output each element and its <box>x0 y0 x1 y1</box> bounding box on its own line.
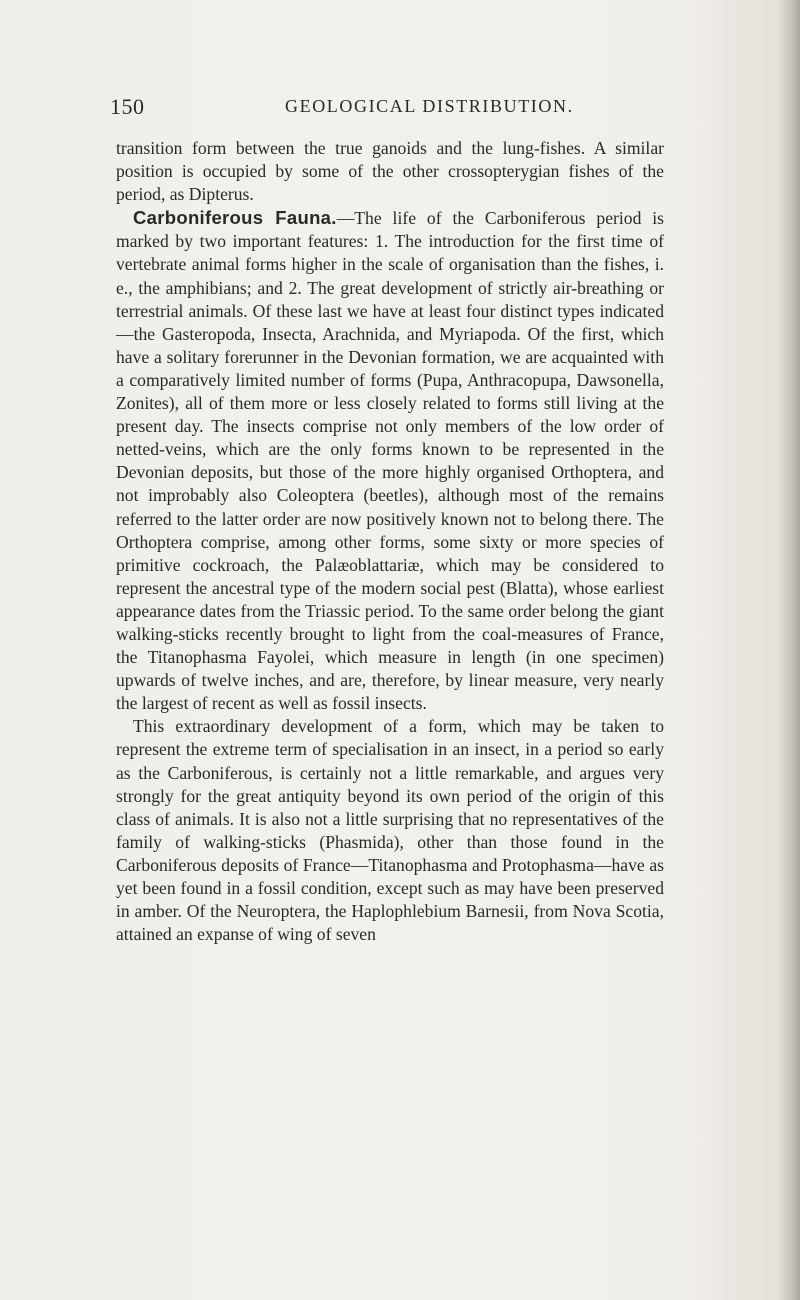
page-header <box>110 94 665 118</box>
paragraph-1: transition form between the true ganoids and the lung-fishes. A similar position is occupied by some of the other crossopterygian fishes of the period, as Dipterus. <box>116 138 664 205</box>
page-edge-shadow <box>778 0 800 1300</box>
page-number: 150 <box>110 94 145 119</box>
paragraph-carboniferous-fauna <box>116 206 664 715</box>
running-head: GEOLOGICAL DISTRIBUTION. <box>285 96 574 116</box>
paragraph-3: This extraordinary development of a form, which may be taken to represent the extreme term of specialisation in an insect, in a period so early as the Carboniferous, is certainly not a little remarkable, and argues very strongly for the great antiquity beyond its own period of the origin of this class of animals. It is also not a little surprising that no representatives of the family of walking-sticks (Phasmida), other than those found in the Carboniferous deposits of France—Titanophasma and Protophasma—have as yet been found in a fossil condition, except such as may have been preserved in amber. Of the Neuroptera, the Haplophlebium Barnesii, from Nova Scotia, attained an expanse of wing of seven <box>116 716 664 945</box>
paragraph-2-text: —The life of the Carboniferous period is marked by two important features: 1. The introduction for the first time of vertebrate animal forms higher in the scale of organisation than the fishes, i. e., the amphibians; and 2. The great development of strictly air-breathing or terrestrial animals. Of these last we have at least four distinct types indicated—the Gasteropoda, Insecta, Arachnida, and Myriapoda. Of the first, which have a solitary forerunner in the Devonian formation, we are acquainted with a comparatively limited number of forms (Pupa, Anthracopupa, Dawsonella, Zonites), all of them more or less closely related to forms still living at the present day. The insects comprise not only members of the low order of netted-veins, which are the only forms known to be represented in the Devonian deposits, but those of the more highly organised Orthoptera, and not improbably also Coleoptera (beetles), although most of the remains referred to the latter order are now positively known not to belong there. The Orthoptera comprise, among other forms, some sixty or more species of primitive cockroach, the Palæoblattariæ, which may be considered to represent the ancestral type of the modern social pest (Blatta), whose earliest appearance dates from the Triassic period. To the same order belong the giant walking-sticks recently brought to light from the coal-measures of France, the Titanophasma Fayolei, which measure in length (in one specimen) upwards of twelve inches, and are, therefore, by linear measure, very nearly the largest of recent as well as fossil insects. <box>116 208 665 714</box>
body-text <box>116 137 664 946</box>
section-sidehead: Carboniferous Fauna. <box>133 207 337 229</box>
